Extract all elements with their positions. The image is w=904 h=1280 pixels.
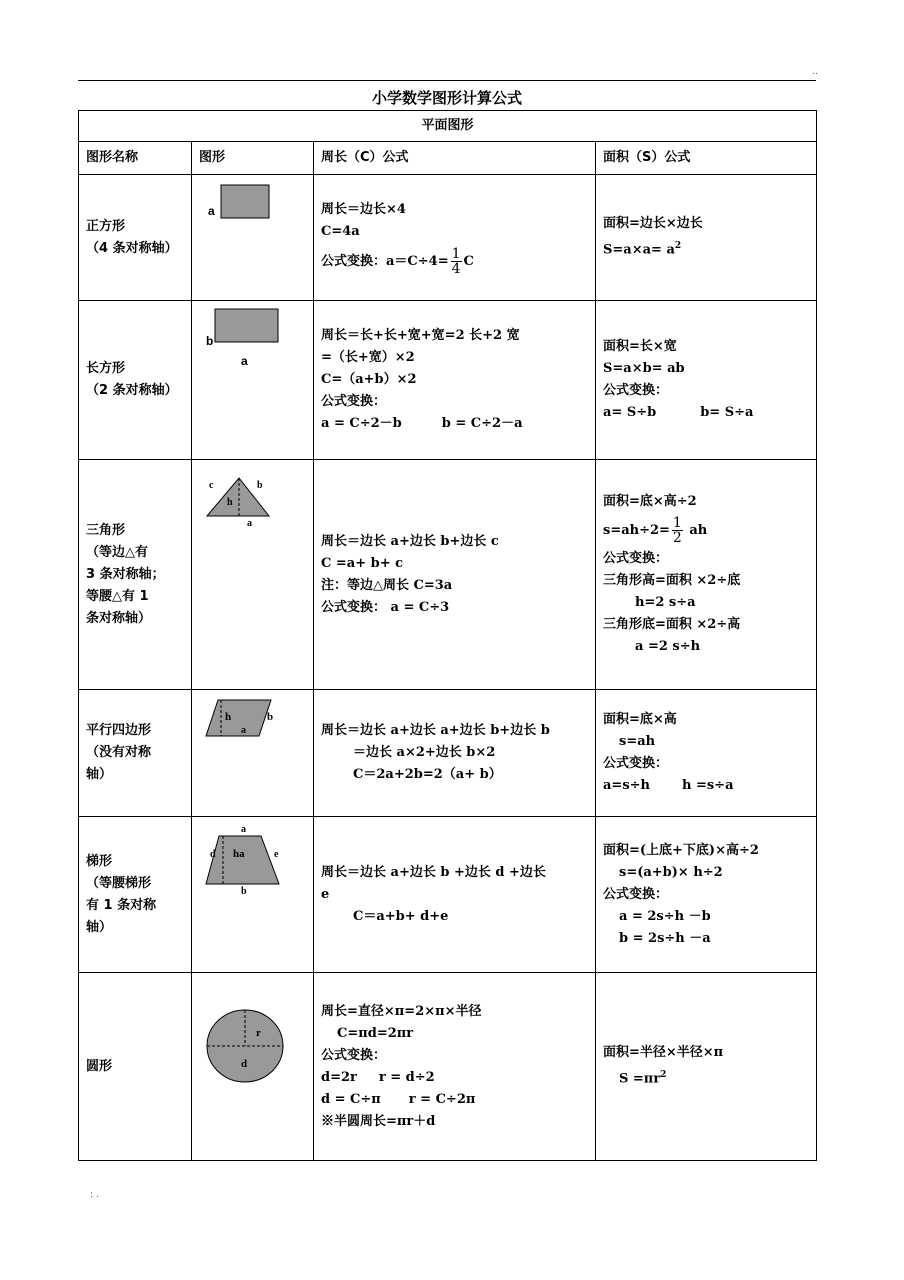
rectangle-figure-cell	[192, 301, 314, 460]
shape-name-line: 梯形	[86, 853, 113, 869]
section-title: 平面图形	[79, 111, 817, 142]
shape-name-square	[79, 175, 192, 301]
shape-name-line: 正方形	[86, 218, 126, 234]
formula-text: r = d÷2	[378, 1069, 435, 1085]
formula-text: C	[463, 254, 474, 269]
square-shape	[221, 185, 269, 218]
formula-text: h =s÷a	[681, 778, 734, 793]
circle-label-r: r	[256, 1027, 261, 1039]
formula-line: 公式变换：	[603, 383, 669, 398]
formula-line: 注：等边△周长 C=3a	[321, 577, 453, 593]
triangle-area	[596, 460, 817, 690]
formula-line: C＝2a+2b=2（a+ b）	[353, 767, 502, 782]
formula-line: s=ah	[619, 734, 656, 749]
shape-name-rectangle	[79, 301, 192, 460]
formula-line: s=(a+b)× h÷2	[619, 864, 723, 880]
formula-text: 公式变换：a＝C÷4=	[321, 254, 449, 269]
rectangle-label-a: a	[241, 354, 248, 368]
parallelogram-shape	[206, 700, 274, 736]
formula-line	[321, 413, 588, 435]
formula-line: 三角形高=面积 ×2÷底	[603, 573, 741, 588]
formula-line: 公式变换：	[603, 886, 669, 902]
formula-line	[603, 235, 809, 261]
formula-line: 公式变换： a = C÷3	[321, 599, 450, 615]
table-row	[79, 817, 817, 973]
formula-line: 面积=长×宽	[603, 339, 677, 354]
table-row	[79, 690, 817, 817]
shape-name-line: 条对称轴）	[86, 610, 152, 626]
shape-name-line: 长方形	[86, 361, 126, 376]
shape-name-triangle	[79, 460, 192, 690]
circle-perimeter	[314, 973, 596, 1161]
shape-name-line: （2 条对称轴）	[86, 383, 178, 398]
formula-text: b= S÷a	[700, 405, 754, 420]
shape-name-line: 圆形	[86, 1058, 113, 1074]
formula-line	[321, 1067, 588, 1089]
triangle-label-b: b	[257, 480, 263, 491]
superscript: 2	[660, 1070, 667, 1081]
formula-line: 公式变换：	[321, 1047, 387, 1063]
header-rule	[78, 80, 816, 81]
formula-line: 面积=底×高÷2	[603, 494, 697, 509]
col-header-area: 面积（S）公式	[596, 142, 817, 175]
shape-name-trapezoid	[79, 817, 192, 973]
circle-label-d: d	[241, 1058, 248, 1070]
shape-name-line: 轴）	[86, 767, 113, 782]
shape-name-line: 平行四边形	[86, 723, 152, 738]
parallelogram-figure-cell	[192, 690, 314, 817]
formula-line: C=πd=2πr	[337, 1025, 414, 1041]
table-row	[79, 301, 817, 460]
page-title: 小学数学图形计算公式	[371, 89, 522, 107]
formula-line: C =a+ b+ c	[321, 555, 404, 571]
formula-line: 周长＝长+长+宽+宽=2 长+2 宽	[321, 328, 520, 343]
formula-line	[321, 247, 588, 276]
formula-text: b = C÷2－a	[441, 416, 523, 431]
formula-line: 周长＝边长 a+边长 b +边长 d +边长	[321, 864, 546, 880]
rectangle-perimeter	[314, 301, 596, 460]
trapezoid-label-d: d	[210, 849, 216, 860]
formula-line: 周长＝边长×4	[321, 202, 406, 217]
triangle-label-a: a	[247, 518, 252, 529]
triangle-figure	[199, 460, 319, 540]
rectangle-shape	[215, 309, 278, 342]
formula-text: r = C÷2π	[408, 1091, 476, 1107]
formula-line: 面积=边长×边长	[603, 216, 703, 232]
formula-line: S=a×b= ab	[603, 361, 685, 376]
rectangle-figure	[199, 301, 319, 459]
square-label-a: a	[208, 204, 215, 218]
trapezoid-figure-cell	[192, 817, 314, 973]
formula-line: a =2 s÷h	[635, 639, 701, 654]
shape-name-line: 3 条对称轴；	[86, 566, 165, 582]
parallelogram-area	[596, 690, 817, 817]
col-header-figure: 图形	[192, 142, 314, 175]
formula-line: 三角形底=面积 ×2÷高	[603, 617, 741, 632]
shape-name-line: （等腰梯形	[86, 875, 152, 891]
triangle-label-c: c	[209, 480, 214, 491]
shape-name-line: 三角形	[86, 522, 126, 538]
formula-text: a=s÷h	[603, 778, 650, 793]
formula-line	[603, 402, 809, 424]
shape-name-line: 轴）	[86, 919, 113, 935]
superscript: 2	[674, 241, 682, 252]
table-row	[79, 973, 817, 1161]
formula-line: C=4a	[321, 224, 360, 239]
header-dots: ..	[812, 67, 818, 77]
formula-text: d=2r	[321, 1069, 357, 1085]
formula-text: d = C÷π	[321, 1091, 381, 1107]
fraction	[451, 247, 462, 276]
trapezoid-shape	[206, 836, 279, 884]
formula-line: ＝边长 a×2+边长 b×2	[353, 745, 496, 760]
formula-text: a= S÷b	[603, 405, 657, 420]
formula-line	[603, 516, 809, 545]
shape-name-line: （4 条对称轴）	[86, 240, 178, 256]
column-header-row	[79, 142, 817, 175]
formula-line	[603, 1064, 809, 1090]
trapezoid-label-e: e	[274, 849, 279, 860]
formula-line: C=（a+b）×2	[321, 372, 417, 387]
formula-line: 面积=底×高	[603, 712, 677, 727]
footer-dots: : .	[90, 1190, 99, 1200]
formula-text: ah	[689, 523, 708, 538]
circle-figure-cell	[192, 973, 314, 1161]
formula-line: b = 2s÷h －a	[619, 930, 711, 946]
formula-line: 周长＝边长 a+边长 b+边长 c	[321, 533, 499, 549]
parallelogram-figure	[199, 690, 319, 750]
formula-line	[321, 1089, 588, 1111]
square-area	[596, 175, 817, 301]
triangle-label-h: h	[227, 497, 233, 508]
formula-line: 面积=(上底+下底)×高÷2	[603, 842, 759, 858]
rectangle-area	[596, 301, 817, 460]
square-figure	[199, 175, 319, 300]
formula-line: h=2 s÷a	[635, 595, 696, 610]
formula-text: s=ah÷2=	[603, 523, 670, 538]
formula-line: 公式变换：	[603, 551, 669, 566]
trapezoid-label-b: b	[241, 886, 247, 897]
formula-text: S=a×a= a	[603, 242, 675, 258]
trapezoid-figure	[199, 817, 319, 897]
table-row	[79, 175, 817, 301]
triangle-perimeter	[314, 460, 596, 690]
formula-table	[78, 110, 817, 1161]
trapezoid-label-a: a	[241, 824, 246, 835]
rectangle-label-b: b	[206, 334, 214, 348]
formula-line: 周长＝边长 a+边长 a+边长 b+边长 b	[321, 723, 550, 738]
trapezoid-label-ha: ha	[233, 848, 245, 860]
table-row	[79, 460, 817, 690]
col-header-name: 图形名称	[79, 142, 192, 175]
formula-line: a = 2s÷h －b	[619, 908, 711, 924]
formula-line: 公式变换：	[321, 394, 387, 409]
fraction-numerator: 1	[672, 515, 682, 531]
formula-line: C＝a+b+ d+e	[353, 908, 449, 924]
shape-name-line: 有 1 条对称	[86, 897, 157, 913]
formula-text: S =πr	[619, 1071, 661, 1087]
shape-name-line: （没有对称	[86, 745, 152, 760]
formula-line: =（长+宽）×2	[321, 350, 415, 365]
square-figure-cell	[192, 175, 314, 301]
formula-line: ※半圆周长=πr＋d	[321, 1113, 436, 1129]
shape-name-line: 等腰△有 1	[86, 588, 149, 604]
fraction-denominator: 4	[451, 261, 461, 277]
shape-name-circle	[79, 973, 192, 1161]
formula-line: 公式变换：	[603, 756, 669, 771]
fraction-numerator: 1	[451, 246, 461, 262]
parallelogram-label-b: b	[267, 711, 274, 723]
fraction-denominator: 2	[672, 530, 682, 546]
formula-text: a = C÷2－b	[321, 416, 402, 431]
shape-name-parallelogram	[79, 690, 192, 817]
col-header-perimeter: 周长（C）公式	[314, 142, 596, 175]
circle-area	[596, 973, 817, 1161]
formula-line: 周长=直径×π=2×π×半径	[321, 1003, 482, 1019]
parallelogram-perimeter	[314, 690, 596, 817]
fraction	[672, 516, 683, 545]
section-header-row	[79, 111, 817, 142]
shape-name-line: （等边△有	[86, 544, 148, 560]
trapezoid-area	[596, 817, 817, 973]
triangle-figure-cell	[192, 460, 314, 690]
formula-line	[603, 775, 809, 797]
parallelogram-label-a: a	[241, 725, 246, 736]
formula-line: 面积=半径×半径×π	[603, 1045, 724, 1061]
square-perimeter	[314, 175, 596, 301]
trapezoid-perimeter	[314, 817, 596, 973]
formula-line: e	[321, 886, 330, 902]
parallelogram-label-h: h	[225, 711, 232, 723]
circle-figure	[199, 973, 319, 1160]
